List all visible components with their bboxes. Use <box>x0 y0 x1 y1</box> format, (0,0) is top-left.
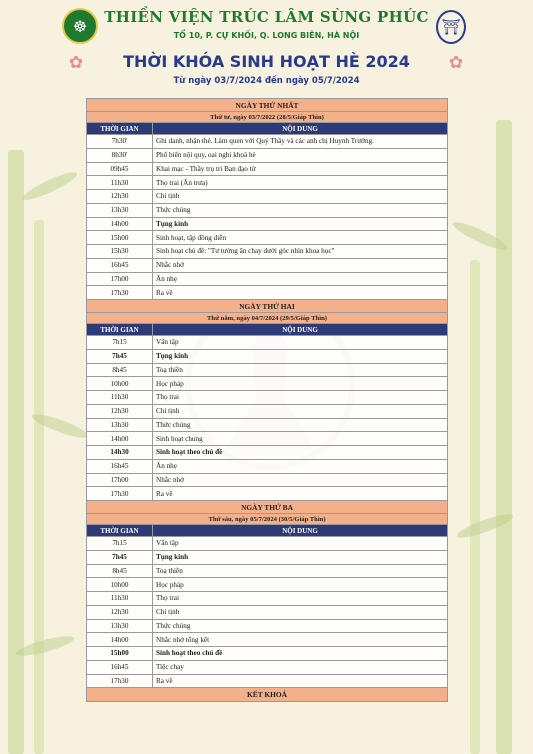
content-cell: Tiệc chay <box>153 660 448 674</box>
table-row <box>87 550 448 564</box>
content-cell: Thọ trai <box>153 592 448 606</box>
time-cell: 8h45 <box>87 363 153 377</box>
time-cell: 11h30 <box>87 176 153 190</box>
table-row <box>87 537 448 551</box>
content-cell: Chỉ tịnh <box>153 190 448 204</box>
time-cell: 09h45 <box>87 162 153 176</box>
time-cell: 10h00 <box>87 578 153 592</box>
content-cell: Thọ trai <box>153 391 448 405</box>
time-cell: 10h00 <box>87 377 153 391</box>
table-row <box>87 660 448 674</box>
content-cell: Nhắc nhở <box>153 258 448 272</box>
table-row <box>87 404 448 418</box>
lotus-icon: ✿ <box>68 53 84 73</box>
time-cell: 15h30 <box>87 245 153 259</box>
content-cell: Sinh hoạt chung <box>153 432 448 446</box>
table-row <box>87 473 448 487</box>
table-row <box>87 231 448 245</box>
time-cell: 14h00 <box>87 633 153 647</box>
time-cell: 14h00 <box>87 217 153 231</box>
day-name: NGÀY THỨ HAI <box>87 300 448 313</box>
table-row <box>87 418 448 432</box>
time-cell: 17h00 <box>87 272 153 286</box>
content-cell: Tụng kinh <box>153 550 448 564</box>
column-header-time: THỜI GIAN <box>87 525 153 537</box>
table-row <box>87 432 448 446</box>
time-cell: 7h45 <box>87 550 153 564</box>
content-cell: Thức chúng <box>153 203 448 217</box>
time-cell: 12h30 <box>87 190 153 204</box>
time-cell: 15h00 <box>87 231 153 245</box>
time-cell: 7h15 <box>87 537 153 551</box>
content-cell: Ghi danh, nhận thẻ. Làm quen với Quý Thầy và các anh chị Huynh Trưởng. <box>153 135 448 149</box>
org-address: TỔ 10, P. CỰ KHỐI, Q. LONG BIÊN, HÀ NỘI <box>173 31 360 40</box>
table-row <box>87 674 448 688</box>
content-cell: Thọ trai (Ăn trưa) <box>153 176 448 190</box>
time-cell: 8h45 <box>87 564 153 578</box>
table-row <box>87 272 448 286</box>
table-row <box>87 446 448 460</box>
bamboo-decoration <box>496 120 512 754</box>
monastery-logo-icon: ☸ <box>62 8 98 44</box>
content-cell: Nhắc nhở <box>153 473 448 487</box>
content-cell: Học pháp <box>153 578 448 592</box>
table-row <box>87 245 448 259</box>
content-cell: Toạ thiền <box>153 363 448 377</box>
content-cell: Tụng kinh <box>153 217 448 231</box>
time-cell: 17h30 <box>87 286 153 300</box>
table-row <box>87 391 448 405</box>
time-cell: 13h30 <box>87 203 153 217</box>
content-cell: Vấn tập <box>153 336 448 350</box>
day-date-row <box>87 112 448 123</box>
table-row <box>87 605 448 619</box>
table-row <box>87 633 448 647</box>
content-cell: Toạ thiền <box>153 564 448 578</box>
content-cell: Khai mạc - Thầy trụ trì Ban đạo từ <box>153 162 448 176</box>
table-row <box>87 377 448 391</box>
day-heading-row <box>87 99 448 112</box>
content-cell: Sinh hoạt chủ đề: "Tư tưởng ăn chay dưới góc nhìn khoa học" <box>153 245 448 259</box>
table-row <box>87 148 448 162</box>
column-header-content: NỘI DUNG <box>153 525 448 537</box>
schedule-table <box>86 98 448 702</box>
content-cell: Ra về <box>153 487 448 501</box>
table-row <box>87 190 448 204</box>
content-cell: Sinh hoạt, tập đồng diễn <box>153 231 448 245</box>
content-cell: Ăn nhẹ <box>153 459 448 473</box>
time-cell: 7h45 <box>87 349 153 363</box>
bamboo-decoration <box>470 260 480 754</box>
column-header-time: THỜI GIAN <box>87 324 153 336</box>
table-row <box>87 203 448 217</box>
content-cell: Học pháp <box>153 377 448 391</box>
time-cell: 16h45 <box>87 660 153 674</box>
column-header-content: NỘI DUNG <box>153 324 448 336</box>
table-row <box>87 578 448 592</box>
time-cell: 17h00 <box>87 473 153 487</box>
time-cell: 11h30 <box>87 592 153 606</box>
table-row <box>87 487 448 501</box>
day-heading-row <box>87 300 448 313</box>
time-cell: 15h00 <box>87 647 153 661</box>
table-row <box>87 162 448 176</box>
content-cell: Sinh hoạt theo chủ đề <box>153 446 448 460</box>
content-cell: Ra về <box>153 286 448 300</box>
time-cell: 8h30' <box>87 148 153 162</box>
time-cell: 12h30 <box>87 404 153 418</box>
page-header <box>0 0 533 96</box>
column-header-row <box>87 525 448 537</box>
content-cell: Phổ biến nội quy, oai nghi khoá hè <box>153 148 448 162</box>
time-cell: 14h30 <box>87 446 153 460</box>
content-cell: Chỉ tịnh <box>153 404 448 418</box>
day-date: Thứ sáu, ngày 05/7/2024 (30/5/Giáp Thìn) <box>87 514 448 525</box>
time-cell: 17h30 <box>87 487 153 501</box>
day-date: Thứ tư, ngày 03/7/2022 (28/5/Giáp Thìn) <box>87 112 448 123</box>
column-header-content: NỘI DUNG <box>153 123 448 135</box>
time-cell: 7h15 <box>87 336 153 350</box>
closing-row <box>87 688 448 702</box>
content-cell: Thức chúng <box>153 418 448 432</box>
page-title: THỜI KHÓA SINH HOẠT HÈ 2024 <box>123 52 410 71</box>
time-cell: 11h30 <box>87 391 153 405</box>
day-date-row <box>87 313 448 324</box>
bamboo-leaf <box>20 168 79 204</box>
time-cell: 16h45 <box>87 459 153 473</box>
content-cell: Sinh hoạt theo chủ đề <box>153 647 448 661</box>
table-row <box>87 564 448 578</box>
table-row <box>87 258 448 272</box>
day-name: NGÀY THỨ NHẤT <box>87 99 448 112</box>
time-cell: 13h30 <box>87 418 153 432</box>
column-header-time: THỜI GIAN <box>87 123 153 135</box>
column-header-row <box>87 123 448 135</box>
bamboo-decoration <box>34 220 44 754</box>
bamboo-decoration <box>8 150 24 754</box>
table-row <box>87 135 448 149</box>
lotus-icon: ✿ <box>448 53 464 73</box>
content-cell: Ăn nhẹ <box>153 272 448 286</box>
time-cell: 17h30 <box>87 674 153 688</box>
content-cell: Tụng kinh <box>153 349 448 363</box>
table-row <box>87 336 448 350</box>
table-row <box>87 217 448 231</box>
content-cell: Chỉ tịnh <box>153 605 448 619</box>
content-cell: Nhắc nhở tổng kết <box>153 633 448 647</box>
day-date: Thứ năm, ngày 04/7/2024 (29/5/Giáp Thìn) <box>87 313 448 324</box>
table-row <box>87 459 448 473</box>
page-subtitle: Từ ngày 03/7/2024 đến ngày 05/7/2024 <box>173 76 360 86</box>
time-cell: 12h30 <box>87 605 153 619</box>
content-cell: Ra về <box>153 674 448 688</box>
time-cell: 14h00 <box>87 432 153 446</box>
org-name: THIỀN VIỆN TRÚC LÂM SÙNG PHÚC <box>104 8 429 26</box>
day-name: NGÀY THỨ BA <box>87 501 448 514</box>
table-row <box>87 363 448 377</box>
table-row <box>87 349 448 363</box>
column-header-row <box>87 324 448 336</box>
content-cell: Vấn tập <box>153 537 448 551</box>
time-cell: 13h30 <box>87 619 153 633</box>
table-row <box>87 619 448 633</box>
table-row <box>87 592 448 606</box>
table-row <box>87 176 448 190</box>
closing-label: KẾT KHOÁ <box>87 688 448 702</box>
day-date-row <box>87 514 448 525</box>
pagoda-logo-icon: ⛩ <box>436 10 466 44</box>
day-heading-row <box>87 501 448 514</box>
time-cell: 7h30' <box>87 135 153 149</box>
content-cell: Thức chúng <box>153 619 448 633</box>
table-row <box>87 647 448 661</box>
table-row <box>87 286 448 300</box>
time-cell: 16h45 <box>87 258 153 272</box>
schedule-body <box>87 99 448 702</box>
